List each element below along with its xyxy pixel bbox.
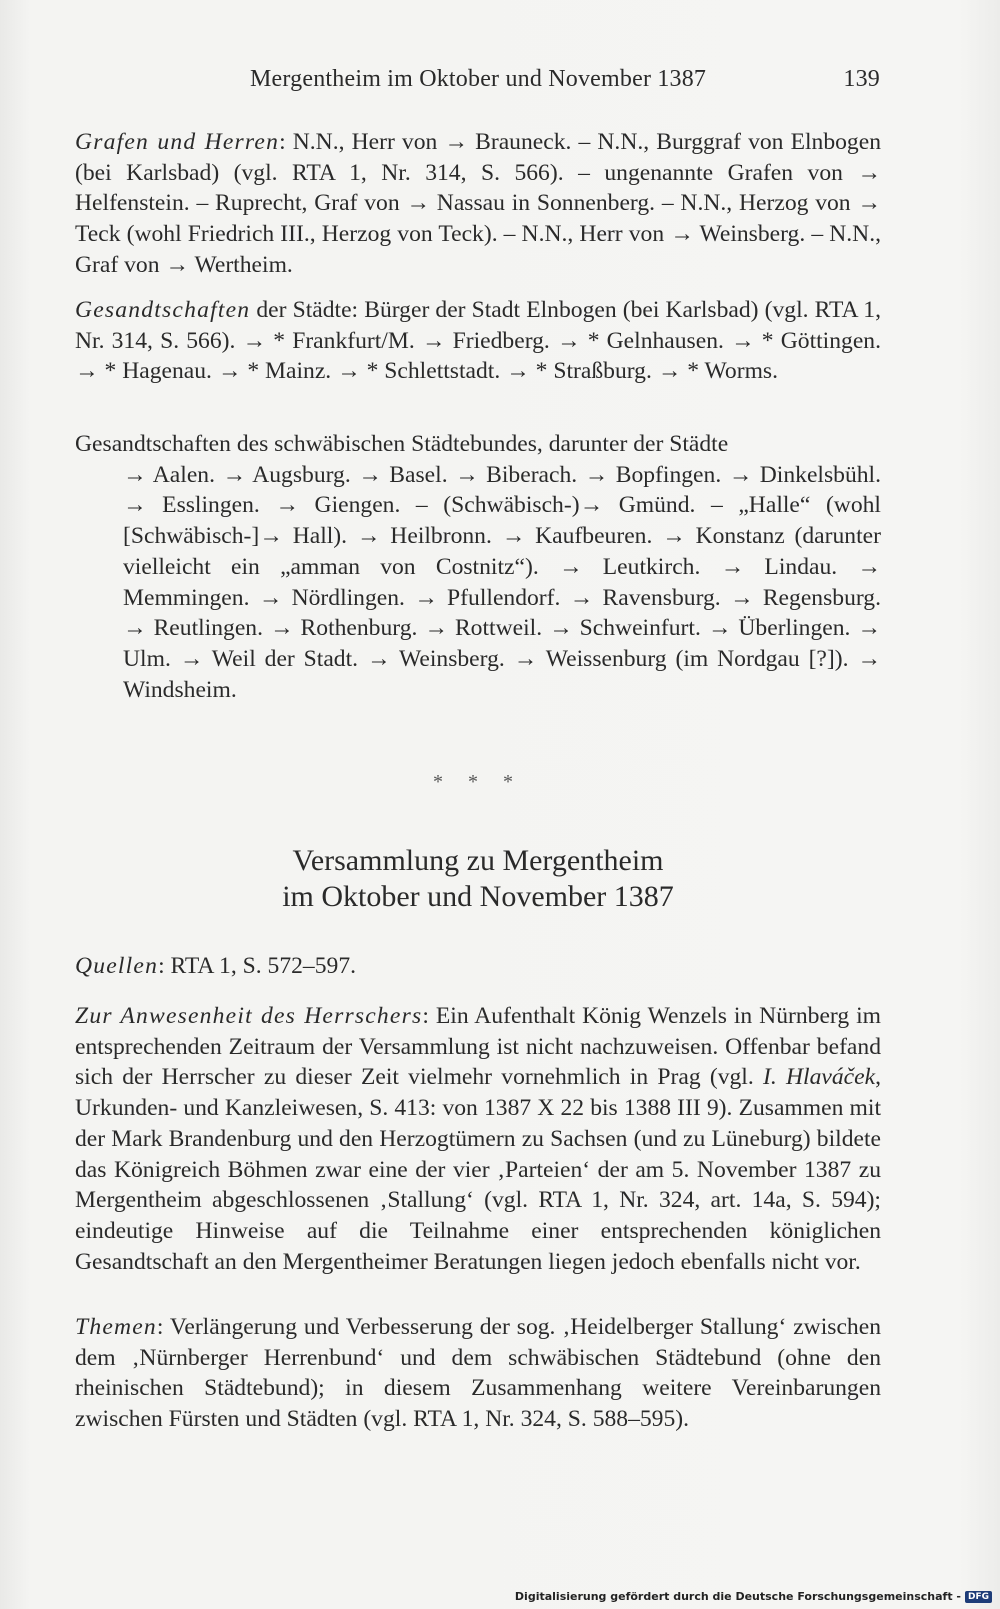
text-quellen: : RTA 1, S. 572–597.	[158, 953, 357, 979]
author-reference: I. Hlaváček	[763, 1064, 876, 1091]
paragraph-staedtebund	[75, 429, 881, 705]
text-themen: : Verlängerung und Verbesserung der sog. ‚Heidelberger Stallung‘ zwischen dem ‚Nürnberger Herrenbund‘ und dem schwäbischen Städtebund (ohne den rheinischen Städtebund); in diesem Zusammenhang weitere Vereinbarungen zwischen Fürsten und Städten (vgl. RTA 1, Nr. 324, S. 588–595).	[75, 1314, 881, 1433]
text-anwesenheit-1: : Ein Aufenthalt König Wenzels in Nürnberg im entsprechenden Zeitraum der Versammlung ist nicht nachzuweisen. Offenbar befand sich der Herrscher zu dieser Zeit vielmehr vornehmlich in Prag (vgl.	[75, 1003, 881, 1091]
page-number: 139	[843, 66, 880, 92]
label-gesandtschaften: Gesandtschaften	[75, 297, 251, 323]
text-anwesenheit-2: , Urkunden- und Kanzleiwesen, S. 413: von 1387 X 22 bis 1388 III 9). Zusammen mit der Mark Brandenburg und den Herzogtümern zu Sachsen (und zu Lüneburg) bildete das Königreich Böhmen zwar eine der vier ‚Parteien‘ der am 5. November 1387 zu Mergentheim abgeschlossenen ‚Stallung‘ (vgl. RTA 1, Nr. 324, art. 14a, S. 594); eindeutige Hinweise auf die Teilnahme einer entsprechenden königlichen Gesandtschaft an den Mergentheimer Beratungen liegen jedoch ebenfalls nicht vor.	[75, 1064, 881, 1275]
paragraph-quellen	[75, 951, 881, 982]
footer-text: Digitalisierung gefördert durch die Deutsche Forschungsgemeinschaft -	[514, 1590, 961, 1603]
dfg-logo: DFG	[965, 1591, 992, 1603]
running-title: Mergentheim im Oktober und November 1387	[250, 66, 707, 92]
section-title	[75, 843, 881, 915]
staedtebund-intro: Gesandtschaften des schwäbischen Städtebundes, darunter der Städte	[75, 431, 729, 457]
paragraph-gesandtschaften	[75, 295, 881, 387]
label-anwesenheit: Zur Anwesenheit des Herrschers	[75, 1003, 423, 1029]
paragraph-grafen	[75, 127, 881, 281]
staedtebund-city-list: → Aalen. → Augsburg. → Basel. → Biberach. → Bopfingen. → Dinkelsbühl. → Esslingen. → Giengen. – (Schwäbisch-)→ Gmünd. – „Halle“ (wohl [Schwäbisch-]→ Hall). → Heilbronn. → Kaufbeuren. → Konstanz (darunter vielleicht ein „amman von Costnitz“). → Leutkirch. → Lindau. → Memmingen. → Nördlingen. → Pfullendorf. → Ravensburg. → Regensburg. → Reutlingen. → Rothenburg. → Rottweil. → Schweinfurt. → Überlingen. → Ulm. → Weil der Stadt. → Weinsberg. → Weissenburg (im Nordgau [?]). → Windsheim.	[123, 461, 881, 703]
label-themen: Themen	[75, 1314, 157, 1340]
text-gesandtschaften: der Städte: Bürger der Stadt Elnbogen (bei Karlsbad) (vgl. RTA 1, Nr. 314, S. 566). → * Frankfurt/M. → Friedberg. → * Gelnhausen. → * Göttingen. → * Hagenau. → * Mainz. → * Schlettstadt. → * Straßburg. → * Worms.	[75, 297, 881, 385]
digitization-footer	[515, 1590, 992, 1603]
section-title-line-1: Versammlung zu Mergentheim	[292, 844, 664, 877]
label-grafen: Grafen und Herren	[75, 129, 280, 155]
label-quellen: Quellen	[75, 953, 159, 979]
paragraph-themen	[75, 1312, 881, 1435]
text-grafen: : N.N., Herr von → Brauneck. – N.N., Burggraf von Elnbogen (bei Karlsbad) (vgl. RTA 1, Nr. 314, S. 566). – ungenannte Grafen von → Helfenstein. – Ruprecht, Graf von → Nassau in Sonnenberg. – N.N., Herzog von → Teck (wohl Friedrich III., Herzog von Teck). – N.N., Herr von → Weinsberg. – N.N., Graf von → Wertheim.	[75, 129, 881, 278]
paragraph-anwesenheit	[75, 1001, 881, 1277]
section-title-line-2: im Oktober und November 1387	[282, 880, 674, 913]
section-separator: * * *	[433, 771, 523, 793]
